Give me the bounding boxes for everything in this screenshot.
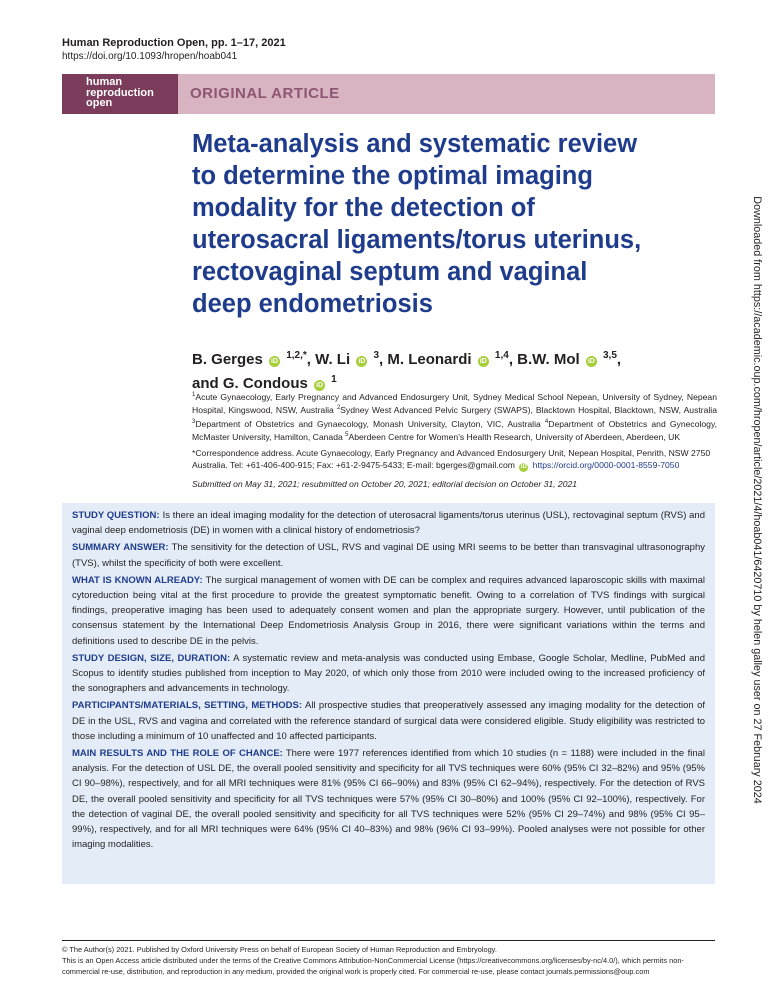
author-name[interactable]: B. Gerges bbox=[192, 351, 263, 368]
abstract-section: PARTICIPANTS/MATERIALS, SETTING, METHODS: All prospective studies that preoperatively assessed any imaging modality for the detection of DE in the USL, RVS and vagina and correlated with the reference standard of surgical data were considered eligible. Study eligibility was restricted to those including a minimum of 10 unaffected and 10 affected participants. bbox=[72, 700, 705, 742]
journal-header bbox=[62, 36, 286, 63]
orcid-icon[interactable]: iD bbox=[316, 382, 323, 389]
download-watermark-text: Downloaded from https://academic.oup.com/hropen/article/2021/4/hoab041/6420710 by helen galley user on 27 February 2024 bbox=[751, 196, 763, 804]
author-name[interactable]: B.W. Mol bbox=[517, 351, 580, 368]
article-type-band bbox=[62, 74, 715, 114]
orcid-icon[interactable]: iD bbox=[358, 358, 366, 365]
article-type-label: ORIGINAL ARTICLE bbox=[190, 85, 340, 102]
footer-divider bbox=[62, 940, 715, 941]
structured-abstract bbox=[62, 503, 715, 884]
doi-link[interactable]: https://doi.org/10.1093/hropen/hoab041 bbox=[62, 51, 238, 62]
correspondence-address: *Correspondence address. Acute Gynaecology, Early Pregnancy and Advanced Endosurgery Unit, Nepean Hospital, Penrith, NSW 2750 Australia. Tel: +61-406-400-915; Fax: +61-2-9475-5433; E-mail: bgerges@gmail.com iD https://orcid.org/0000-0001-8559-7050 bbox=[192, 448, 711, 470]
abstract-section: MAIN RESULTS AND THE ROLE OF CHANCE: There were 1977 references identified from which 10 studies (n = 1188) were included in the final analysis. For the detection of USL DE, the overall pooled sensitivity and specificity for all TVS techniques were 60% (95% CI 32–82%) and 95% (95% CI 90–98%), respectively, and for all MRI techniques were 81% (95% CI 66–90%) and 83% (95% CI 62–94%), respectively. For the detection of RVS DE, the overall pooled sensitivity and specificity for all TVS techniques were 57% (95% CI 30–80%) and 100% (95% CI 92–100%), respectively. For the detection of vaginal DE, the overall pooled sensitivity and specificity for all TVS techniques were 52% (95% CI 29–74%) and 98% (95% CI 95–99%), respectively, and for all MRI techniques were 64% (95% CI 40–83%) and 98% (96% CI 93–99%). Pooled analyses were not possible for other imaging modalities. bbox=[72, 748, 706, 851]
abstract-section: WHAT IS KNOWN ALREADY: The surgical management of women with DE can be complex and requires advanced laparoscopic skills with maximal cytoreduction being vital at the first procedure to provide the greatest symptomatic benefit. Owing to a correlation of TVS findings with surgical findings, preoperative imaging has been used to adequately consent women and plan the appropriate surgery. However, until publication of the consensus statement by the International Deep Endometriosis Analysis Group in 2016, there were significant variations within the terms and definitions used to describe DE in the pelvis. bbox=[72, 574, 705, 647]
journal-logo: human reproduction open bbox=[62, 74, 178, 114]
license-footer bbox=[62, 944, 715, 977]
orcid-icon[interactable]: iD bbox=[587, 358, 595, 365]
author-list: B. Gerges iD $^{1,2,*}$, W. Li iD $^3$, M. Leonardi iD $^{1,4}$, B.W. Mol iD $^{3,5}$, and G. Condous iD $^1$ bbox=[192, 350, 622, 392]
author-name[interactable]: M. Leonardi bbox=[387, 351, 472, 368]
author-name[interactable]: and G. Condous bbox=[192, 375, 308, 392]
abstract-section: SUMMARY ANSWER: The sensitivity for the detection of USL, RVS and vaginal DE using MRI seems to be better than transvaginal ultrasonography (TVS), whilst the specificity of both were excellent. bbox=[72, 542, 705, 569]
author-name[interactable]: W. Li bbox=[315, 351, 351, 368]
article-title: Meta-analysis and systematic review to determine the optimal imaging modality for the detection of uterosacral ligaments/torus uterinus, rectovaginal septum and vaginal deep endometriosis bbox=[192, 130, 642, 318]
orcid-icon[interactable]: iD bbox=[271, 358, 279, 365]
submission-dates: Submitted on May 31, 2021; resubmitted on October 20, 2021; editorial decision on October 31, 2021 bbox=[192, 479, 578, 489]
journal-citation: Human Reproduction Open, pp. 1–17, 2021 bbox=[62, 37, 286, 49]
affiliations: $^1$Acute Gynaecology, Early Pregnancy and Advanced Endosurgery Unit, Sydney Medical School Nepean, University of Sydney, Nepean Hospital, Kingswood, NSW, Australia $^2$Sydney West Advanced Pelvic Surgery (SWAPS), Blacktown Hospital, Blacktown, NSW, Australia $^3$Department of Obstetrics and Gynaecology, Monash University, Clayton, VIC, Australia $^4$Department of Obstetrics and Gynecology, McMaster University, Hamilton, Canada $^5$Aberdeen Centre for Women's Health Research, University of Aberdeen, Aberdeen, UK bbox=[192, 391, 717, 442]
copyright-line: © The Author(s) 2021. Published by Oxford University Press on behalf of European Society of Human Reproduction and Embryology. bbox=[62, 945, 497, 954]
license-text: This is an Open Access article distributed under the terms of the Creative Commons Attribution-NonCommercial License (https://creativecommons.org/licenses/by-nc/4.0/), which permits non-commercial re-use, distribution, and reproduction in any medium, provided the original work is properly cited. For commercial re-use, please contact journals.permissions@oup.com bbox=[62, 956, 684, 976]
abstract-section: STUDY DESIGN, SIZE, DURATION: A systematic review and meta-analysis was conducted using Embase, Google Scholar, Medline, PubMed and Scopus to identify studies published from inception to May 2020, of which only those from 2010 were included owing to the increased proficiency of the sonographers and advancements in technology. bbox=[72, 652, 705, 695]
orcid-icon[interactable]: iD bbox=[520, 463, 527, 470]
orcid-link[interactable]: https://orcid.org/0000-0001-8559-7050 bbox=[532, 459, 680, 470]
abstract-section: STUDY QUESTION: Is there an ideal imaging modality for the detection of uterosacral ligaments/torus uterinus (USL), rectovaginal septum (RVS) and vaginal deep endometriosis (DE) in women with a clinical history of endometriosis? bbox=[72, 510, 705, 537]
orcid-icon[interactable]: iD bbox=[479, 358, 487, 365]
